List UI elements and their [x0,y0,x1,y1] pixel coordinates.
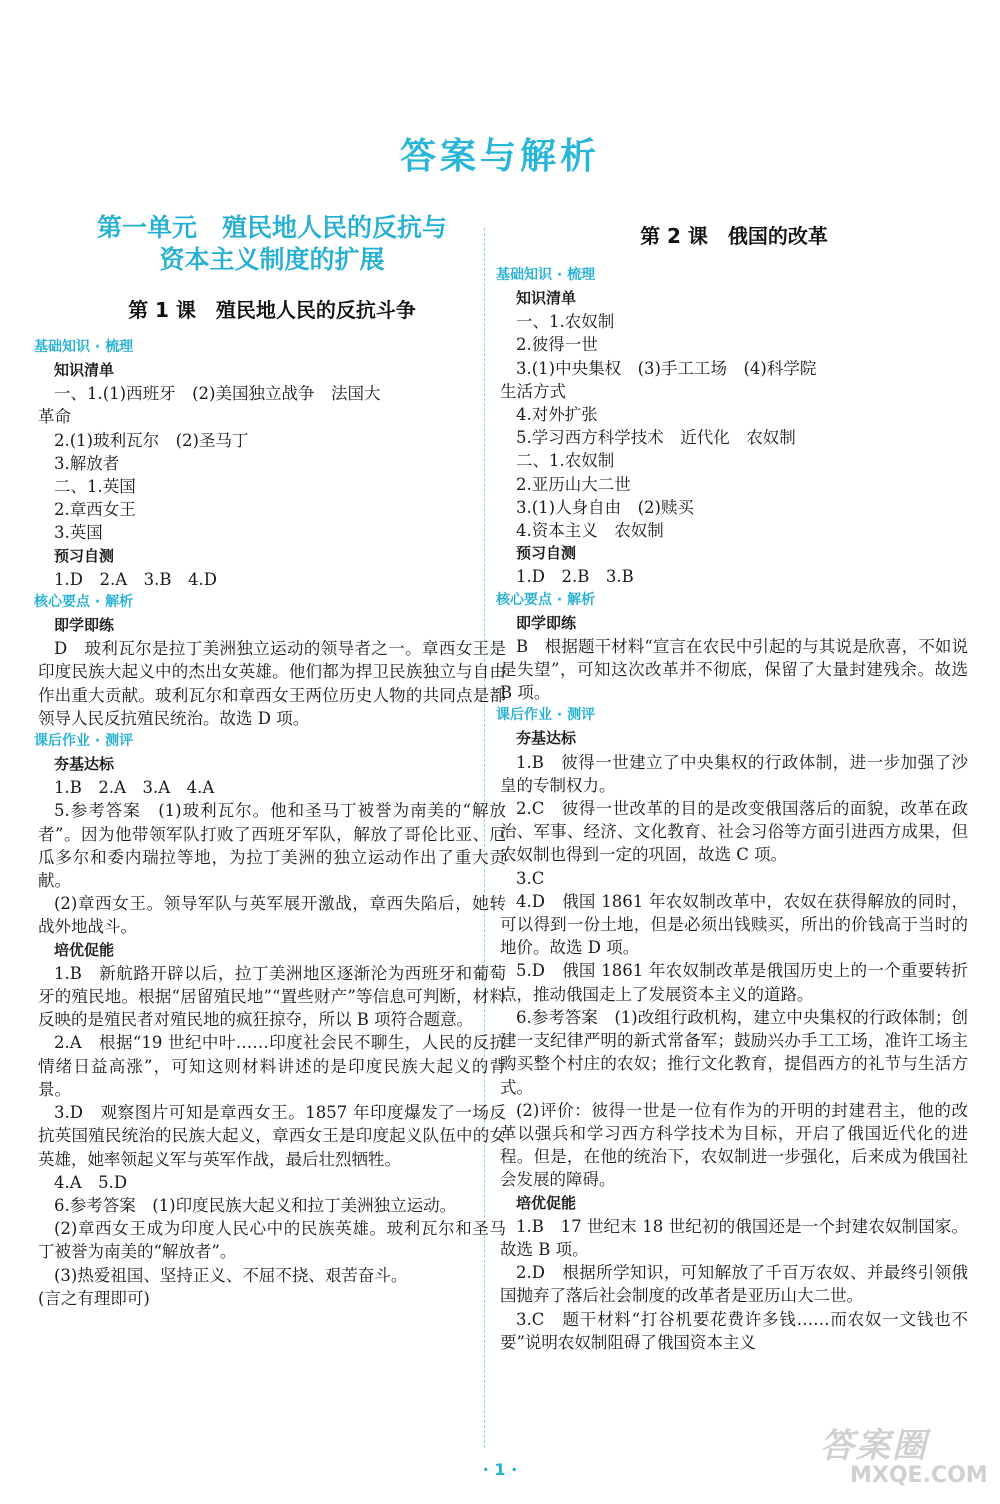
subhead-knowledge-list: 知识清单 [54,361,115,379]
answer-line: 3.英国 [54,523,103,543]
subhead-foundation: 夯基达标 [516,729,577,748]
explanation-paragraph: (2)章西女王。领导军队与英军展开激战，章西失陷后，她转战外地战斗。 [38,894,506,937]
right-column [496,222,968,1354]
answer-line: 革命 [38,407,71,427]
answer-line: 2.(1)玻利瓦尔 (2)圣马丁 [54,430,249,450]
subhead-practice: 即学即练 [54,616,115,635]
explanation-paragraph: 3.D 观察图片可知是章西女王。1857 年印度爆发了一场反抗英国殖民统治的民族大起义，章西女王是印度起义队伍中的女英雄，她率领起义军与英军作战，最后壮烈牺牲。 [38,1103,506,1169]
subhead-advanced: 培优促能 [54,940,115,959]
answer-line: 2.章西女王 [54,500,136,520]
explanation-paragraph: 6.参考答案 (1)改组行政机构，建立中央集权的行政体制；创建一支纪律严明的新式常备军；鼓励兴办手工工场，准许工场主购买整个村庄的农奴；推行文化教育，提倡西方的礼节与生活方式。 [500,1007,968,1097]
unit-title-line-2: 资本主义制度的扩展 [159,245,385,274]
explanation-paragraph: D 玻利瓦尔是拉丁美洲独立运动的领导者之一。章西女王是印度民族大起义中的杰出女英雄。他们都为捍卫民族独立与自由作出重大贡献。玻利瓦尔和章西女王两位历史人物的共同点是都领导人民反抗殖民统治。故选 D 项。 [38,639,506,728]
answer-line: 2.彼得一世 [516,335,598,355]
answer-line: 1.B 2.A 3.A 4.A [54,778,215,798]
answer-line: 4.资本主义 农奴制 [516,521,664,541]
explanation-paragraph: B 根据题干材料“宣言在农民中引起的与其说是欣喜，不如说是失望”，可知这次改革并不彻底，保留了大量封建残余。故选 B 项。 [500,636,968,703]
explanation-paragraph: (2)评价：彼得一世是一位有作为的开明的封建君主，他的改革以强兵和学习西方科学技术为目标，开启了俄国近代化的进程。但是，在他的统治下，农奴制进一步强化，后来成为俄国社会发展的障碍。 [500,1100,968,1190]
answer-line: 2.亚历山大二世 [516,474,631,494]
explanation-paragraph: (3)热爱祖国、坚持正义、不屈不挠、艰苦奋斗。 [54,1265,408,1285]
explanation-paragraph: 1.B 17 世纪末 18 世纪初的俄国还是一个封建农奴制国家。故选 B 项。 [500,1216,968,1259]
explanation-paragraph: 1.B 彼得一世建立了中央集权的行政体制，进一步加强了沙皇的专制权力。 [500,752,968,795]
explanation-paragraph: 4.D 俄国 1861 年农奴制改革中，农奴在获得解放的同时，可以得到一份土地，但是必须出钱赎买，所出的价钱高于当时的地价。故选 D 项。 [500,891,968,958]
lesson-1-title: 第 1 课 殖民地人民的反抗斗争 [128,298,416,322]
explanation-paragraph: 2.C 彼得一世改革的目的是改变俄国落后的面貌，改革在政治、军事、经济、文化教育、社会习俗等方面引进西方成果，但农奴制也得到一定的巩固，故选 C 项。 [500,799,968,865]
answer-line: (言之有理即可) [38,1288,150,1308]
section-homework: 课后作业 · 测评 [34,733,134,750]
answer-line: 二、1.农奴制 [516,451,615,471]
explanation-paragraph: 6.参考答案 (1)印度民族大起义和拉丁美洲独立运动。 [54,1195,457,1215]
explanation-paragraph: (2)章西女王成为印度人民心中的民族英雄。玻利瓦尔和圣马丁被誉为南美的“解放者”。 [38,1219,506,1262]
answer-line: 1.D 2.A 3.B 4.D [54,569,217,589]
subhead-preview-test: 预习自测 [516,544,577,563]
answer-line: 4.对外扩张 [516,405,598,425]
section-basics: 基础知识 · 梳理 [34,339,134,355]
answer-line: 3.C [516,868,545,888]
section-homework: 课后作业 · 测评 [496,707,596,724]
explanation-paragraph: 2.A 根据“19 世纪中叶……印度社会民不聊生，人民的反抗情绪日益高涨”，可知这则材料讲述的是印度民族大起义的背景。 [38,1033,506,1099]
watermark-url: MXQE.COM [850,1463,988,1488]
answer-line: 5.学习西方科学技术 近代化 农奴制 [516,428,796,448]
watermark [820,1418,990,1498]
section-core: 核心要点 · 解析 [34,594,134,611]
explanation-paragraph: 5.参考答案 (1)玻利瓦尔。他和圣马丁被誉为南美的“解放者”。因为他带领军队打败了西班牙军队，解放了哥伦比亚、厄瓜多尔和委内瑞拉等地，为拉丁美洲的独立运动作出了重大贡献。 [38,801,506,891]
answer-line: 一、1.农奴制 [516,312,615,332]
page-number: · 1 · [482,1460,518,1479]
section-basics: 基础知识 · 梳理 [496,267,596,283]
answer-line: 生活方式 [500,381,566,401]
watermark-logo: 答案圈 [820,1426,928,1466]
section-core: 核心要点 · 解析 [496,591,596,608]
subhead-foundation: 夯基达标 [54,755,115,774]
answer-line: 1.D 2.B 3.B [516,567,634,587]
left-column [34,212,506,1310]
answer-line: 一、1.(1)西班牙 (2)美国独立战争 法国大 [54,384,381,404]
subhead-advanced: 培优促能 [516,1193,577,1212]
subhead-preview-test: 预习自测 [54,546,115,565]
answer-line: 3.(1)人身自由 (2)赎买 [516,497,694,517]
subhead-knowledge-list: 知识清单 [516,289,577,307]
page-title: 答案与解析 [399,136,600,177]
subhead-practice: 即学即练 [516,613,577,632]
unit-title [38,212,506,276]
answer-line: 二、1.英国 [54,477,136,497]
explanation-paragraph: 1.B 新航路开辟以后，拉丁美洲地区逐渐沦为西班牙和葡萄牙的殖民地。根据“居留殖民地”“置些财产”等信息可判断，材料反映的是殖民者对殖民地的疯狂掠夺，所以 B 项符合题意。 [38,963,506,1030]
explanation-paragraph: 5.D 俄国 1861 年农奴制改革是俄国历史上的一个重要转折点，推动俄国走上了发展资本主义的道路。 [500,961,968,1004]
answer-line: 3.(1)中央集权 (3)手工工场 (4)科学院 [516,358,817,378]
lesson-2-title: 第 2 课 俄国的改革 [640,224,828,248]
answer-line: 3.解放者 [54,453,120,473]
unit-title-line-1: 第一单元 殖民地人民的反抗与 [96,213,447,242]
explanation-paragraph: 3.C 题干材料“打谷机要花费许多钱……而农奴一文钱也不要”说明农奴制阻碍了俄国资本主义 [500,1309,968,1352]
explanation-paragraph: 2.D 根据所学知识，可知解放了千百万农奴、并最终引领俄国抛弃了落后社会制度的改革者是亚历山大二世。 [500,1263,968,1306]
answer-line: 4.A 5.D [54,1172,128,1192]
